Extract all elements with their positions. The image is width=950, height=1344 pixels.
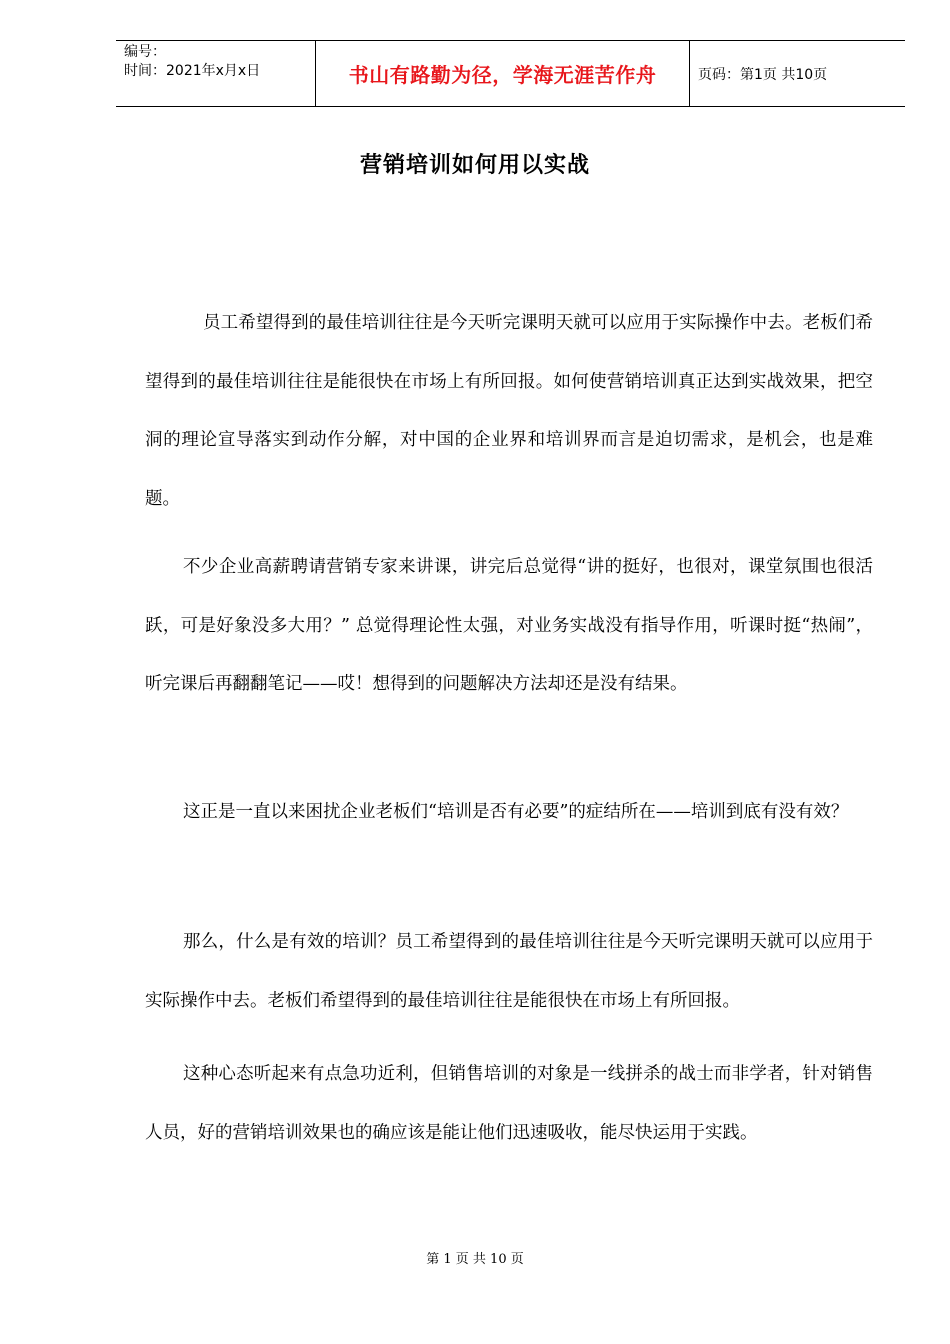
header-meta-cell — [116, 41, 316, 106]
footer-page-number: 第 1 页 共 10 页 — [426, 1252, 524, 1267]
document-number-label: 编号： — [124, 44, 166, 60]
paragraph-5: 这种心态听起来有点急功近利，但销售培训的对象是一线拼杀的战士而非学者，针对销售人员，好的营销培训效果也的确应该是能让他们迅速吸收，能尽快运用于实践。 — [145, 1064, 873, 1143]
paragraph-4: 那么，什么是有效的培训？员工希望得到的最佳培训往往是今天听完课明天就可以应用于实际操作中去。老板们希望得到的最佳培训往往是能很快在市场上有所回报。 — [145, 932, 873, 1011]
document-date-label: 时间：2021年x月x日 — [124, 63, 261, 79]
page-footer — [0, 1248, 950, 1267]
header-motto: 书山有路勤为径，学海无涯苦作舟 — [348, 63, 657, 87]
header-page-cell — [690, 41, 905, 106]
header-page-info: 页码：第1页 共10页 — [698, 66, 828, 83]
paragraph-3: 这正是一直以来困扰企业老板们“培训是否有必要”的症结所在——培训到底有没有效？ — [183, 802, 849, 822]
document-title: 营销培训如何用以实战 — [359, 153, 590, 178]
document-header — [116, 40, 905, 107]
paragraph-1: 员工希望得到的最佳培训往往是今天听完课明天就可以应用于实际操作中去。老板们希望得到的最佳培训往往是能很快在市场上有所回报。如何使营销培训真正达到实战效果，把空洞的理论宣导落实到动作分解，对中国的企业界和培训界而言是迫切需求，是机会，也是难题。 — [145, 313, 873, 509]
header-motto-cell — [316, 41, 690, 106]
paragraph-2: 不少企业高薪聘请营销专家来讲课，讲完后总觉得“讲的挺好，也很对，课堂氛围也很活跃，可是好象没多大用？” 总觉得理论性太强，对业务实战没有指导作用，听课时挺“热闹”，听完课后再翻翻笔记——哎！想得到的问题解决方法却还是没有结果。 — [145, 557, 873, 694]
